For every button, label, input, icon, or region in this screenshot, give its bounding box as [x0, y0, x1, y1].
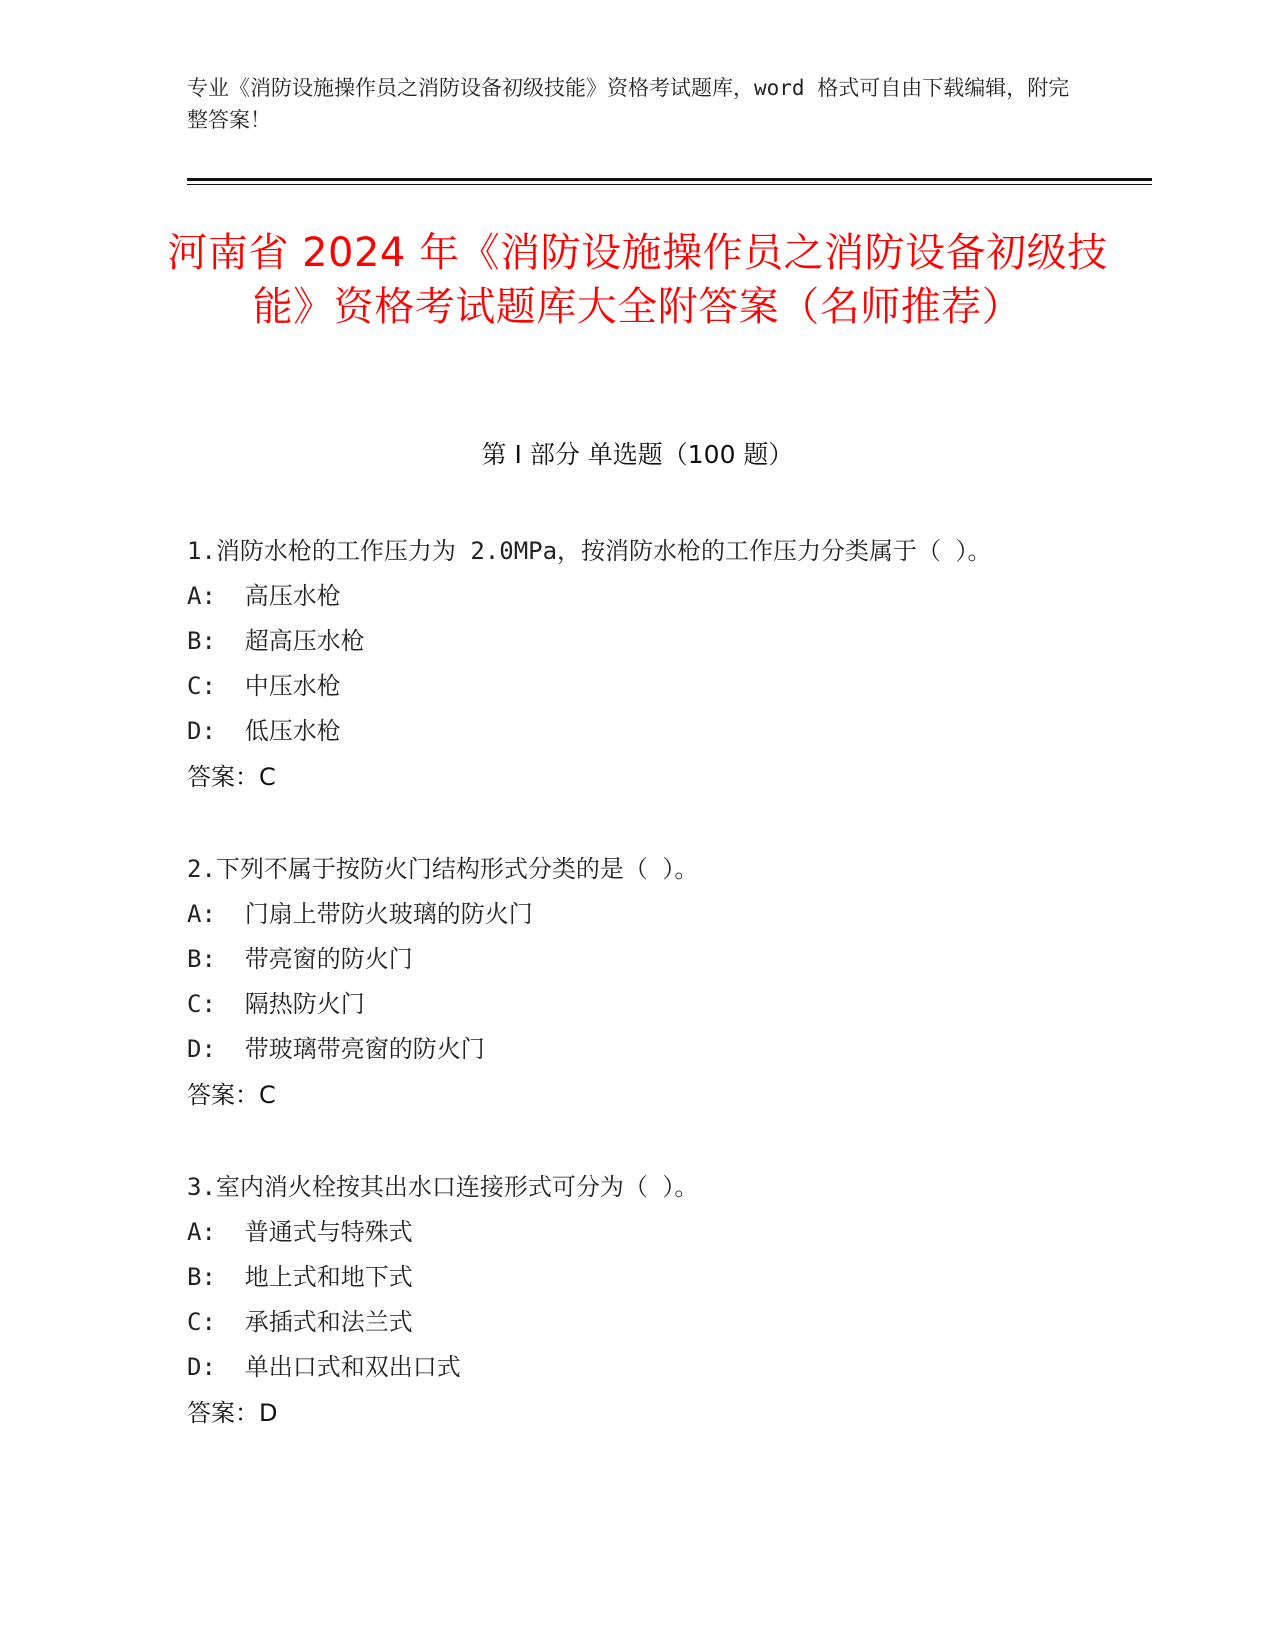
option-a: A: 门扇上带防火玻璃的防火门 [187, 900, 533, 928]
option-c: C: 中压水枪 [187, 672, 341, 700]
option-a: A: 高压水枪 [187, 582, 341, 610]
section-title: 第 I 部分 单选题（100 题） [481, 440, 794, 469]
option-d: D: 单出口式和双出口式 [187, 1353, 461, 1381]
option-d: D: 带玻璃带亮窗的防火门 [187, 1035, 485, 1063]
option-c: C: 隔热防火门 [187, 990, 365, 1018]
question-3 [187, 1164, 1087, 1436]
header-note: 专业《消防设施操作员之消防设备初级技能》资格考试题库，word 格式可自由下载编辑，附完整答案！ [187, 76, 1070, 132]
option-b: B: 带亮窗的防火门 [187, 945, 413, 973]
option-a: A: 普通式与特殊式 [187, 1218, 413, 1246]
option-d: D: 低压水枪 [187, 717, 341, 745]
question-1 [187, 528, 1087, 800]
option-b: B: 超高压水枪 [187, 627, 365, 655]
option-b: B: 地上式和地下式 [187, 1263, 413, 1291]
question-2 [187, 846, 1087, 1118]
document-title: 河南省 2024 年《消防设施操作员之消防设备初级技能》资格考试题库大全附答案（名师推荐） [167, 230, 1108, 330]
answer: 答案：D [187, 1399, 278, 1427]
question-stem: 3.室内消火栓按其出水口连接形式可分为（ ）。 [187, 1173, 699, 1201]
answer: 答案：C [187, 1081, 276, 1109]
question-stem: 2.下列不属于按防火门结构形式分类的是（ ）。 [187, 855, 699, 883]
option-c: C: 承插式和法兰式 [187, 1308, 413, 1336]
header-divider-thin [187, 184, 1152, 185]
answer: 答案：C [187, 763, 276, 791]
header-divider-thick [187, 178, 1152, 181]
question-list [187, 528, 1087, 1482]
question-stem: 1.消防水枪的工作压力为 2.0MPa，按消防水枪的工作压力分类属于（ ）。 [187, 537, 992, 565]
